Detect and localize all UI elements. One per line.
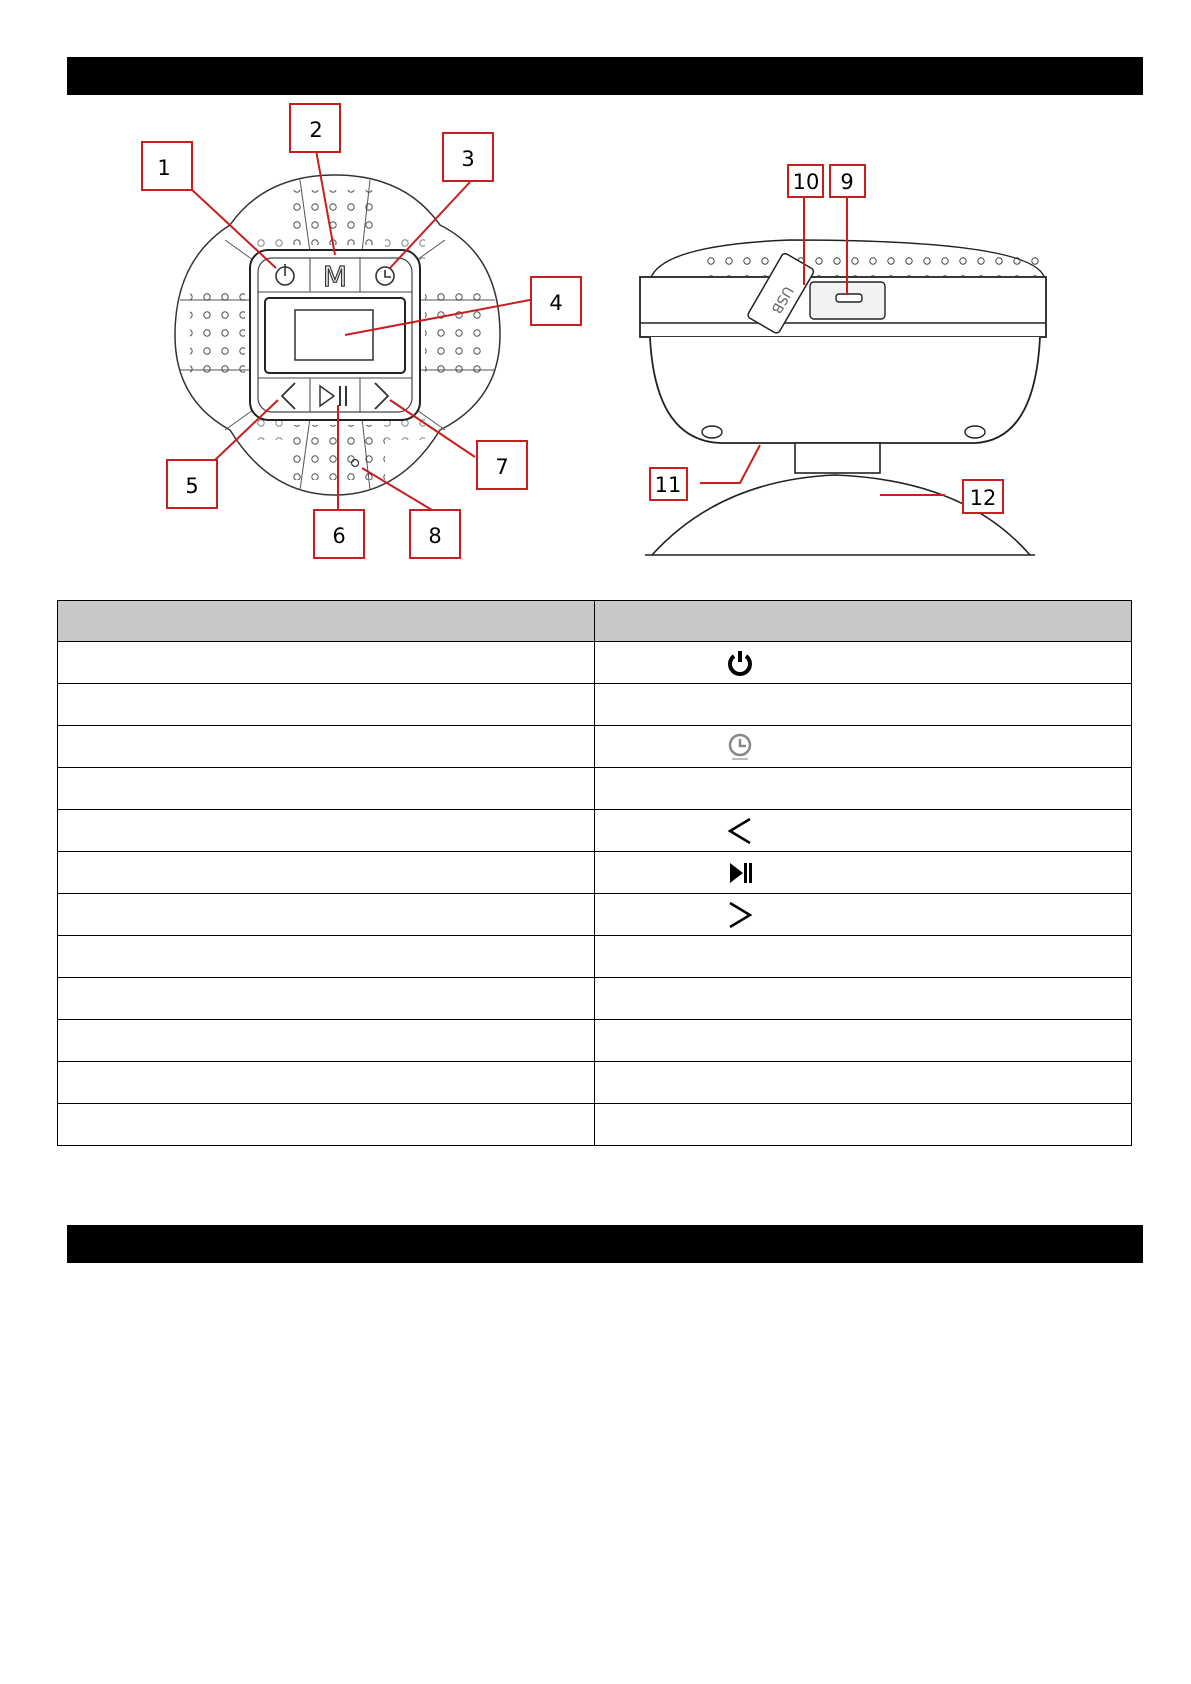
callout-5 [167, 460, 217, 508]
svg-text:9: 9 [840, 170, 854, 194]
svg-text:6: 6 [332, 524, 346, 548]
svg-text:3: 3 [461, 147, 475, 171]
svg-text:11: 11 [654, 473, 682, 497]
power-icon [725, 648, 755, 678]
chevron-right-icon [725, 900, 755, 930]
chevron-left-icon [725, 816, 755, 846]
table-row [58, 852, 1132, 894]
svg-text:2: 2 [309, 118, 323, 142]
callout-4 [531, 277, 581, 325]
clock-icon [725, 732, 755, 762]
callout-11 [650, 468, 687, 500]
callout-6 [314, 510, 364, 558]
callout-3 [443, 133, 493, 181]
table-row [58, 978, 1132, 1020]
product-diagram [0, 0, 1191, 580]
callout-12 [963, 480, 1003, 513]
callout-8 [410, 510, 460, 558]
callout-10 [788, 165, 823, 197]
callout-2 [290, 104, 340, 152]
play-pause-icon [725, 858, 755, 888]
usb-flap-label: USB [767, 283, 796, 317]
svg-text:8: 8 [428, 524, 442, 548]
table-header-row [58, 601, 1132, 642]
callout-7 [477, 441, 527, 489]
section-header-bar [67, 1225, 1143, 1263]
table-row [58, 642, 1132, 684]
header-cell-number [58, 601, 595, 642]
table-row [58, 1062, 1132, 1104]
svg-text:10: 10 [792, 170, 820, 194]
table-row [58, 810, 1132, 852]
table-row [58, 894, 1132, 936]
table-row [58, 1020, 1132, 1062]
parts-table [57, 600, 1132, 1146]
table-row [58, 684, 1132, 726]
m-button-label: M [322, 260, 348, 293]
svg-text:7: 7 [495, 455, 509, 479]
svg-text:1: 1 [157, 156, 171, 180]
table-row [58, 726, 1132, 768]
svg-text:12: 12 [969, 486, 997, 510]
svg-text:4: 4 [549, 291, 563, 315]
callout-9 [830, 165, 865, 197]
svg-text:5: 5 [185, 474, 199, 498]
table-row [58, 1104, 1132, 1146]
header-cell-description [595, 601, 1132, 642]
callout-1 [142, 142, 192, 190]
table-row [58, 936, 1132, 978]
table-row [58, 768, 1132, 810]
